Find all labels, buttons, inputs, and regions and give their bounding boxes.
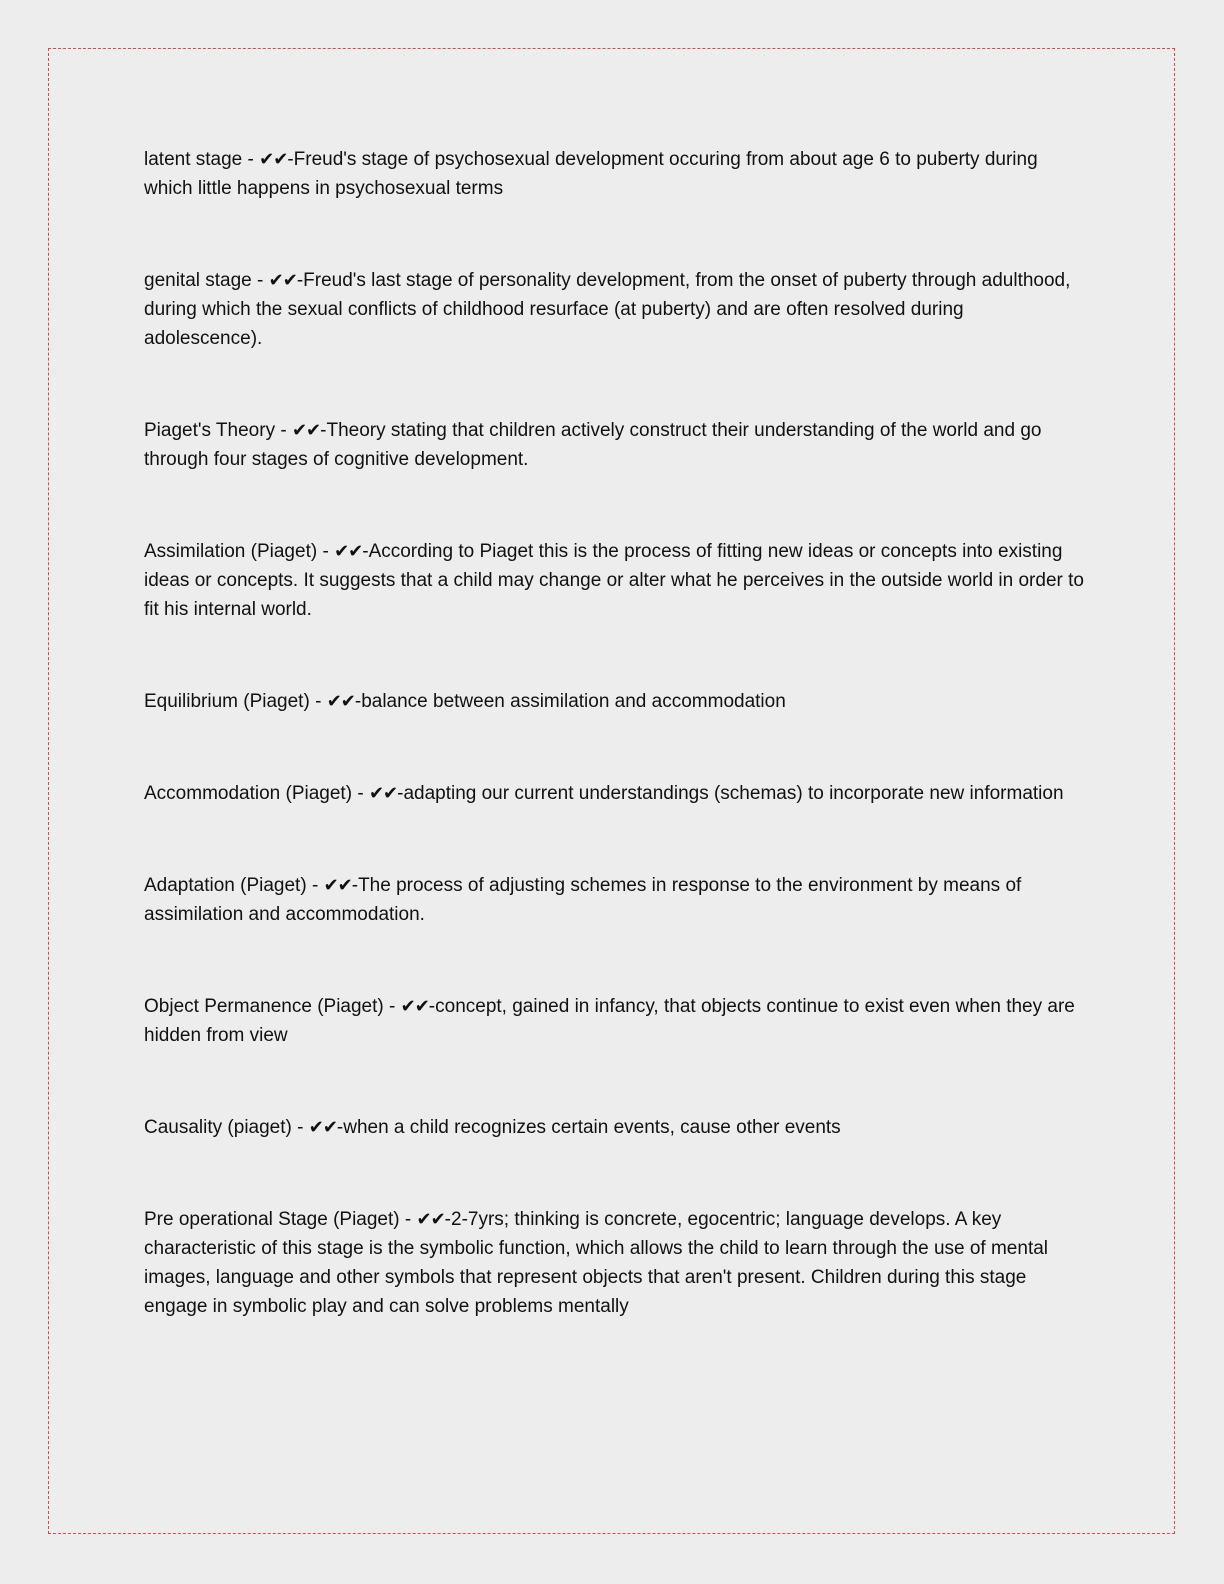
double-check-icon: ✔✔ bbox=[326, 691, 355, 712]
entry-adaptation: Adaptation (Piaget) - ✔✔-The process of adjusting schemes in response to the environment by means of assimilation and accommodation. bbox=[144, 875, 1022, 925]
double-check-icon: ✔✔ bbox=[259, 149, 288, 170]
entry-term: latent stage bbox=[144, 149, 243, 170]
entry-term: Piaget's Theory bbox=[144, 420, 276, 441]
entry-piagets-theory: Piaget's Theory - ✔✔-Theory stating that children actively construct their understanding of the world and go through four stages of cognitive development. bbox=[144, 420, 1042, 470]
entry-equilibrium: Equilibrium (Piaget) - ✔✔-balance between assimilation and accommodation bbox=[144, 691, 786, 712]
double-check-icon: ✔✔ bbox=[323, 875, 352, 896]
entry-term: Accommodation (Piaget) bbox=[144, 783, 353, 804]
double-check-icon: ✔✔ bbox=[268, 270, 297, 291]
entry-preoperational-stage: Pre operational Stage (Piaget) - ✔✔-2-7yrs; thinking is concrete, egocentric; language develops. A key characteristic of this stage is the symbolic function, which allows the child to learn through the use of mental images, language and other symbols that represent objects that aren't present. Children during this stage engage in symbolic play and can solve problems mentally bbox=[144, 1209, 1049, 1317]
entry-term: Causality (piaget) bbox=[144, 1117, 292, 1138]
entry-definition: 2-7yrs; thinking is concrete, egocentric; language develops. A key characteristic of this stage is the symbolic function, which allows the child to learn through the use of mental images, language and other symbols that represent objects that aren't present. Children during this stage engage in symbolic play and can solve problems mentally bbox=[144, 1209, 1049, 1317]
entry-term: Adaptation (Piaget) bbox=[144, 875, 307, 896]
entry-latent-stage: latent stage - ✔✔-Freud's stage of psychosexual development occuring from about age 6 to puberty during which little happens in psychosexual terms bbox=[144, 149, 1038, 199]
entry-term: genital stage bbox=[144, 270, 252, 291]
entry-definition: Freud's last stage of personality development, from the onset of puberty through adulthood, during which the sexual conflicts of childhood resurface (at puberty) and are often resolved during adolescence). bbox=[144, 270, 1071, 349]
entry-definition: Theory stating that children actively construct their understanding of the world and go through four stages of cognitive development. bbox=[144, 420, 1042, 470]
double-check-icon: ✔✔ bbox=[416, 1209, 445, 1230]
double-check-icon: ✔✔ bbox=[368, 783, 398, 804]
double-check-icon: ✔✔ bbox=[308, 1117, 337, 1138]
entry-definition: concept, gained in infancy, that objects continue to exist even when they are hidden from view bbox=[144, 996, 1075, 1046]
entry-genital-stage: genital stage - ✔✔-Freud's last stage of personality development, from the onset of puberty through adulthood, during which the sexual conflicts of childhood resurface (at puberty) and are often resolved during adolescence). bbox=[144, 270, 1071, 349]
entry-assimilation: Assimilation (Piaget) - ✔✔-According to Piaget this is the process of fitting new ideas or concepts into existing ideas or concepts. It suggests that a child may change or alter what he perceives in the outside world in order to fit his internal world. bbox=[144, 541, 1084, 620]
double-check-icon: ✔✔ bbox=[400, 996, 429, 1017]
entry-definition: when a child recognizes certain events, cause other events bbox=[343, 1117, 841, 1138]
double-check-icon: ✔✔ bbox=[291, 420, 321, 441]
entry-definition: According to Piaget this is the process of fitting new ideas or concepts into existing ideas or concepts. It suggests that a child may change or alter what he perceives in the outside world in order to fit his internal world. bbox=[144, 541, 1084, 620]
entry-definition: The process of adjusting schemes in response to the environment by means of assimilation and accommodation. bbox=[144, 875, 1022, 925]
double-check-icon: ✔✔ bbox=[334, 541, 363, 562]
entry-definition: adapting our current understandings (schemas) to incorporate new information bbox=[403, 783, 1064, 804]
entry-term: Pre operational Stage (Piaget) bbox=[144, 1209, 400, 1230]
entry-term: Equilibrium (Piaget) bbox=[144, 691, 310, 712]
document-body bbox=[144, 145, 1084, 1321]
entry-causality: Causality (piaget) - ✔✔-when a child recognizes certain events, cause other events bbox=[144, 1117, 841, 1138]
entry-object-permanence: Object Permanence (Piaget) - ✔✔-concept, gained in infancy, that objects continue to exist even when they are hidden from view bbox=[144, 996, 1075, 1046]
entry-accommodation: Accommodation (Piaget) - ✔✔-adapting our current understandings (schemas) to incorporate new information bbox=[144, 783, 1064, 804]
entry-definition: balance between assimilation and accommodation bbox=[361, 691, 786, 712]
entry-term: Object Permanence (Piaget) bbox=[144, 996, 384, 1017]
entry-term: Assimilation (Piaget) bbox=[144, 541, 318, 562]
entry-definition: Freud's stage of psychosexual development occuring from about age 6 to puberty during which little happens in psychosexual terms bbox=[144, 149, 1038, 199]
